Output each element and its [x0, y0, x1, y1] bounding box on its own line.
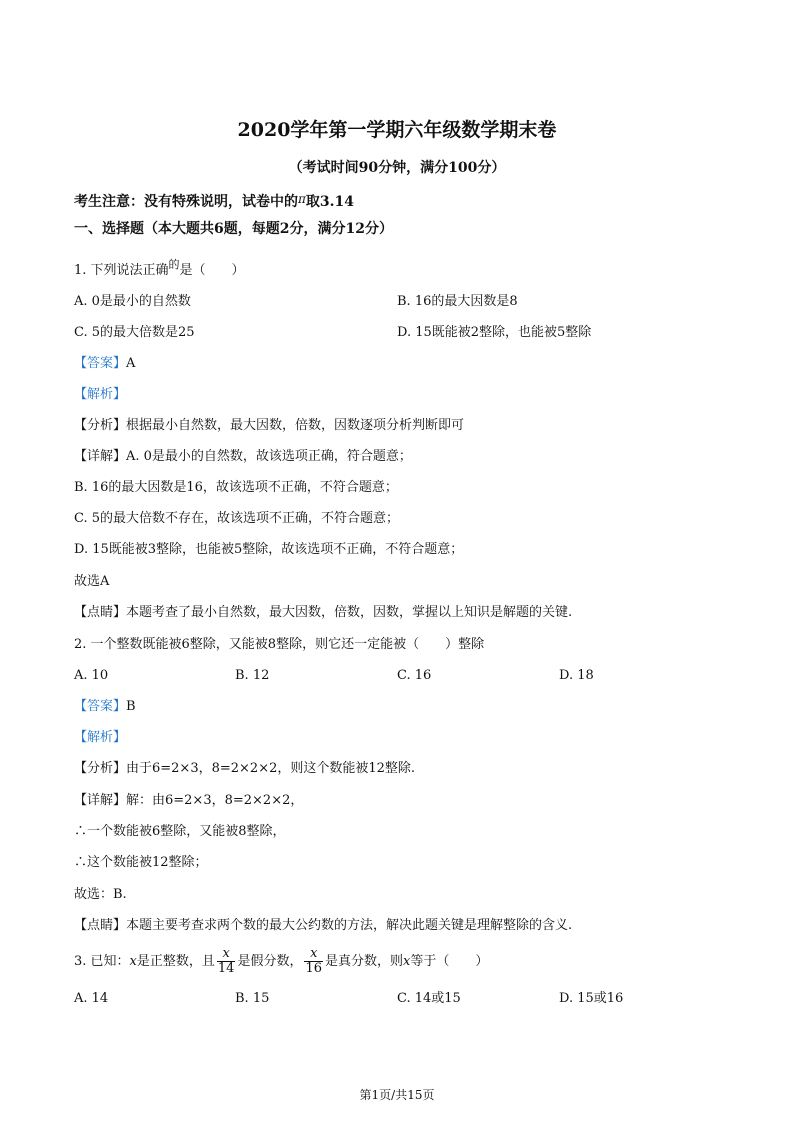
q1-choose: 故选A	[74, 574, 110, 589]
q1-jiexi-tag: 【解析】	[74, 387, 127, 402]
q3-option-d: D. 15或16	[559, 991, 624, 1006]
q1-comment: 【点睛】本题考查了最小自然数，最大因数，倍数，因数，掌握以上知识是解题的关键.	[74, 605, 573, 620]
q2-stem: 2. 一个整数既能被6整除，又能被8整除，则它还一定能被（ ）整除	[74, 637, 485, 652]
q2-option-d: D. 18	[559, 668, 594, 683]
q3-stem-text-5: 等于（ ）	[410, 954, 489, 969]
q2-detail-2: ∴一个数能被6整除，又能被8整除，	[74, 824, 286, 839]
q1-stem-text: 1. 下列说法正确	[74, 263, 169, 278]
q3-var-x-2: x	[403, 954, 411, 969]
q1-stem-text-2: 是（ ）	[179, 263, 245, 278]
q1-answer	[74, 355, 135, 373]
q3-option-a: A. 14	[74, 991, 109, 1006]
q1-analysis: 【分析】根据最小自然数，最大因数，倍数，因数逐项分析判断即可	[74, 418, 465, 433]
q3-fraction-2	[304, 947, 323, 976]
q2-answer	[74, 698, 136, 716]
q3-option-c: C. 14或15	[397, 991, 461, 1006]
q2-detail-1: 【详解】解：由6=2×3，8=2×2×2，	[74, 793, 304, 808]
q2-option-c: C. 16	[397, 668, 432, 683]
q1-option-b: B. 16的最大因数是8	[397, 294, 518, 309]
fraction-denominator: 16	[305, 961, 323, 976]
q1-detail-1: 【详解】A. 0是最小的自然数，故该选项正确，符合题意；	[74, 449, 412, 464]
notice-suffix: 取3.14	[305, 194, 354, 210]
q3-stem-text-4: 是真分数，则	[325, 954, 404, 969]
q2-choose: 故选：B.	[74, 887, 127, 902]
q3-var-x: x	[129, 954, 137, 969]
page-footer: 第1页/共15页	[359, 1088, 435, 1102]
q3-stem-text-2: 是正整数，且	[136, 954, 215, 969]
q2-jiexi-tag: 【解析】	[74, 730, 127, 745]
q2-detail-3: ∴这个数能被12整除；	[74, 855, 208, 870]
q1-option-c: C. 5的最大倍数是25	[74, 325, 195, 340]
q3-stem-text-1: 3. 已知：	[74, 954, 130, 969]
q1-stem	[74, 256, 245, 280]
page-subtitle: （考试时间90分钟，满分100分）	[288, 160, 506, 176]
answer-tag: 【答案】	[74, 699, 127, 714]
q2-analysis: 【分析】由于6=2×3，8=2×2×2，则这个数能被12整除.	[74, 761, 416, 776]
pi-symbol: π	[298, 192, 306, 206]
fraction-numerator: x	[217, 947, 236, 962]
q2-option-b: B. 12	[235, 668, 270, 683]
q2-option-a: A. 10	[74, 668, 109, 683]
notice-prefix: 考生注意：没有特殊说明，试卷中的	[74, 194, 298, 210]
q2-comment: 【点睛】本题主要考查求两个数的最大公约数的方法，解决此题关键是理解整除的含义.	[74, 918, 573, 933]
q1-option-a: A. 0是最小的自然数	[74, 294, 191, 309]
q1-detail-4: D. 15既能被3整除，也能被5整除，故该选项不正确，不符合题意；	[74, 542, 464, 557]
answer-tag: 【答案】	[74, 356, 127, 371]
section-heading-choice: 一、选择题（本大题共6题，每题2分，满分12分）	[74, 221, 393, 237]
fraction-denominator: 14	[217, 961, 235, 976]
q1-detail-3: C. 5的最大倍数不存在，故该选项不正确，不符合题意；	[74, 511, 400, 526]
q1-option-d: D. 15既能被2整除，也能被5整除	[397, 325, 592, 340]
q1-stem-de: 的	[168, 258, 180, 271]
answer-value: B	[126, 699, 136, 714]
q1-detail-2: B. 16的最大因数是16，故该选项不正确，不符合题意；	[74, 480, 398, 495]
q3-stem-text-3: 是假分数，	[237, 954, 303, 969]
answer-value: A	[126, 356, 136, 371]
q3-fraction-1	[217, 947, 236, 976]
exam-notice	[74, 190, 354, 211]
fraction-numerator: x	[304, 947, 323, 962]
q3-stem	[74, 946, 488, 978]
page-title: 2020学年第一学期六年级数学期末卷	[237, 119, 557, 141]
q3-option-b: B. 15	[235, 991, 270, 1006]
